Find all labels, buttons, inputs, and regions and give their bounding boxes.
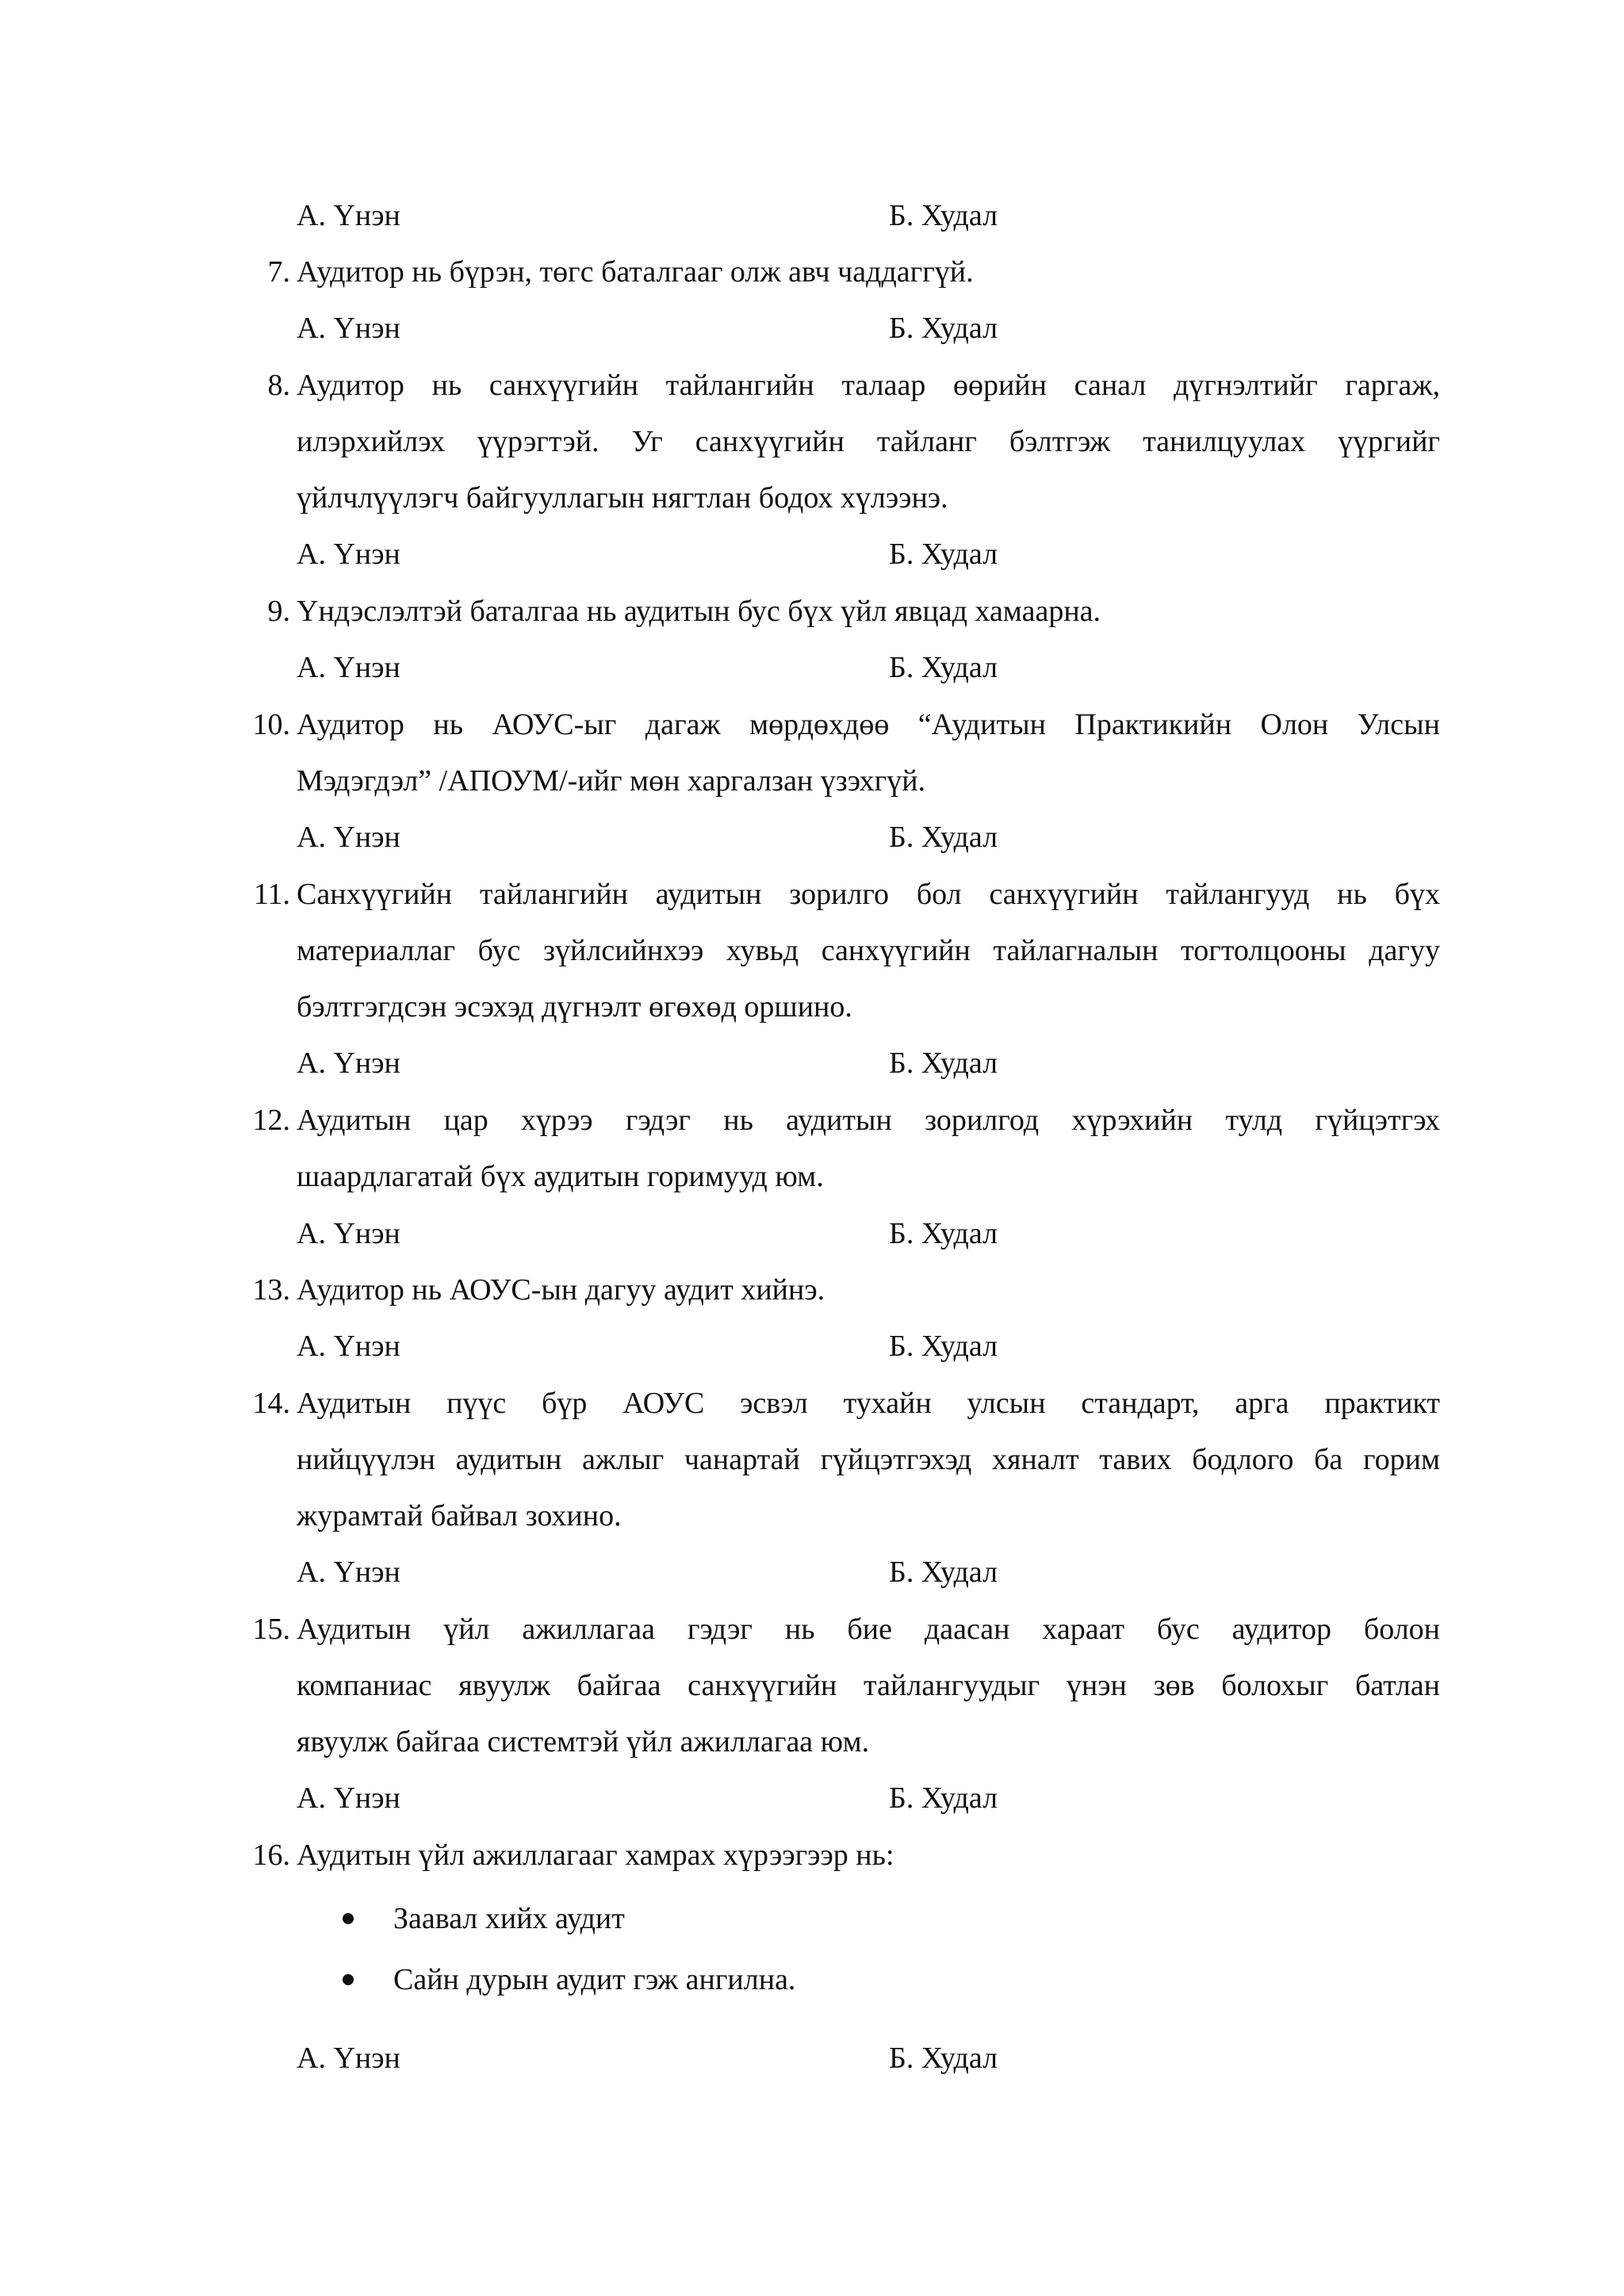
question-16-text	[297, 1838, 1440, 1873]
question-line: явуулж байгаа системтэй үйл ажиллагаа юм.	[297, 1725, 870, 1758]
answer-option-true: А. Үнэн	[297, 2042, 400, 2075]
question-14-text	[297, 1386, 1440, 1533]
question-number: 12.	[252, 1104, 290, 1137]
answer-option-true: А. Үнэн	[297, 651, 400, 684]
answer-option-true: А. Үнэн	[297, 1330, 400, 1363]
question-number: 14.	[252, 1387, 290, 1420]
question-line: Үндэслэлтэй баталгаа нь аудитын бус бүх үйл явцад хамаарна.	[297, 595, 1101, 628]
answer-option-true: А. Үнэн	[297, 1047, 400, 1080]
question-line: Аудитор нь санхүүгийн тайлангийн талаар өөрийн санал дүгнэлтийг гаргаж,	[297, 369, 1440, 402]
answer-option-false: Б. Худал	[889, 1047, 998, 1080]
answer-option-false: Б. Худал	[889, 1217, 998, 1250]
question-number: 8.	[267, 369, 290, 402]
question-13-text	[297, 1272, 1440, 1307]
question-line: журамтай байвал зохино.	[297, 1499, 622, 1533]
question-line: шаардлагатай бүх аудитын горимууд юм.	[297, 1160, 824, 1193]
question-line: бэлтгэгдсэн эсэхэд дүгнэлт өгөхөд оршино.	[297, 990, 852, 1024]
answer-option-true: А. Үнэн	[297, 1781, 400, 1815]
question-15-text	[297, 1612, 1440, 1759]
question-number: 15.	[252, 1613, 290, 1646]
question-number: 13.	[252, 1273, 290, 1307]
question-line: Аудитор нь АОУС-ыг дагаж мөрдөхдөө “Аудитын Практикийн Олон Улсын	[297, 708, 1440, 741]
bullet-item: Сайн дурын аудит гэж ангилна.	[393, 1963, 796, 1996]
question-number: 7.	[267, 255, 290, 289]
question-line: нийцүүлэн аудитын ажлыг чанартай гүйцэтгэхэд хяналт тавих бодлого ба горим	[297, 1443, 1440, 1476]
answer-option-false: Б. Худал	[889, 1556, 998, 1589]
bullet-icon	[343, 1974, 354, 1985]
question-number: 16.	[252, 1839, 290, 1872]
question-10-text	[297, 707, 1440, 798]
question-7-text	[297, 254, 1440, 289]
question-line: үйлчлүүлэгч байгууллагын нягтлан бодох хүлээнэ.	[297, 481, 948, 515]
question-line: Аудитын үйл ажиллагааг хамрах хүрээгээр нь:	[297, 1839, 894, 1872]
question-12-text	[297, 1103, 1440, 1194]
question-line: Санхүүгийн тайлангийн аудитын зорилго бол санхүүгийн тайлангууд нь бүх	[297, 878, 1440, 911]
answer-option-false: Б. Худал	[889, 821, 998, 854]
answer-option-false: Б. Худал	[889, 651, 998, 684]
answer-option-false: Б. Худал	[889, 312, 998, 345]
question-line: Аудитын цар хүрээ гэдэг нь аудитын зорилгод хүрэхийн тулд гүйцэтгэх	[297, 1104, 1440, 1137]
answer-option-true: А. Үнэн	[297, 1556, 400, 1589]
question-9-text	[297, 594, 1440, 629]
bullet-icon	[343, 1913, 354, 1924]
question-number: 10.	[252, 708, 290, 741]
answer-option-false: Б. Худал	[889, 199, 998, 232]
question-line: компаниас явуулж байгаа санхүүгийн тайлангуудыг үнэн зөв болохыг батлан	[297, 1669, 1440, 1702]
answer-option-false: Б. Худал	[889, 538, 998, 571]
answer-option-true: А. Үнэн	[297, 1217, 400, 1250]
answer-option-true: А. Үнэн	[297, 821, 400, 854]
question-number: 9.	[267, 595, 290, 628]
question-line: Аудитын үйл ажиллагаа гэдэг нь бие даасан хараат бус аудитор болон	[297, 1613, 1440, 1646]
bullet-item: Заавал хийх аудит	[393, 1902, 625, 1935]
question-line: Аудитор нь АОУС-ын дагуу аудит хийнэ.	[297, 1273, 825, 1307]
question-11-text	[297, 877, 1440, 1024]
question-line: Аудитор нь бүрэн, төгс баталгааг олж авч чаддаггүй.	[297, 255, 974, 289]
question-line: илэрхийлэх үүрэгтэй. Уг санхүүгийн тайланг бэлтгэж танилцуулах үүргийг	[297, 425, 1440, 458]
answer-option-true: А. Үнэн	[297, 199, 400, 232]
answer-option-false: Б. Худал	[889, 1781, 998, 1815]
answer-option-false: Б. Худал	[889, 1330, 998, 1363]
question-line: Мэдэгдэл” /АПОУМ/-ийг мөн харгалзан үзэхгүй.	[297, 764, 926, 798]
question-line: Аудитын пүүс бүр АОУС эсвэл тухайн улсын стандарт, арга практикт	[297, 1387, 1440, 1420]
answer-option-false: Б. Худал	[889, 2042, 998, 2075]
question-line: материаллаг бус зүйлсийнхээ хувьд санхүүгийн тайлагналын тогтолцооны дагуу	[297, 934, 1440, 967]
question-number: 11.	[253, 878, 290, 911]
answer-option-true: А. Үнэн	[297, 538, 400, 571]
question-8-text	[297, 368, 1440, 515]
answer-option-true: А. Үнэн	[297, 312, 400, 345]
